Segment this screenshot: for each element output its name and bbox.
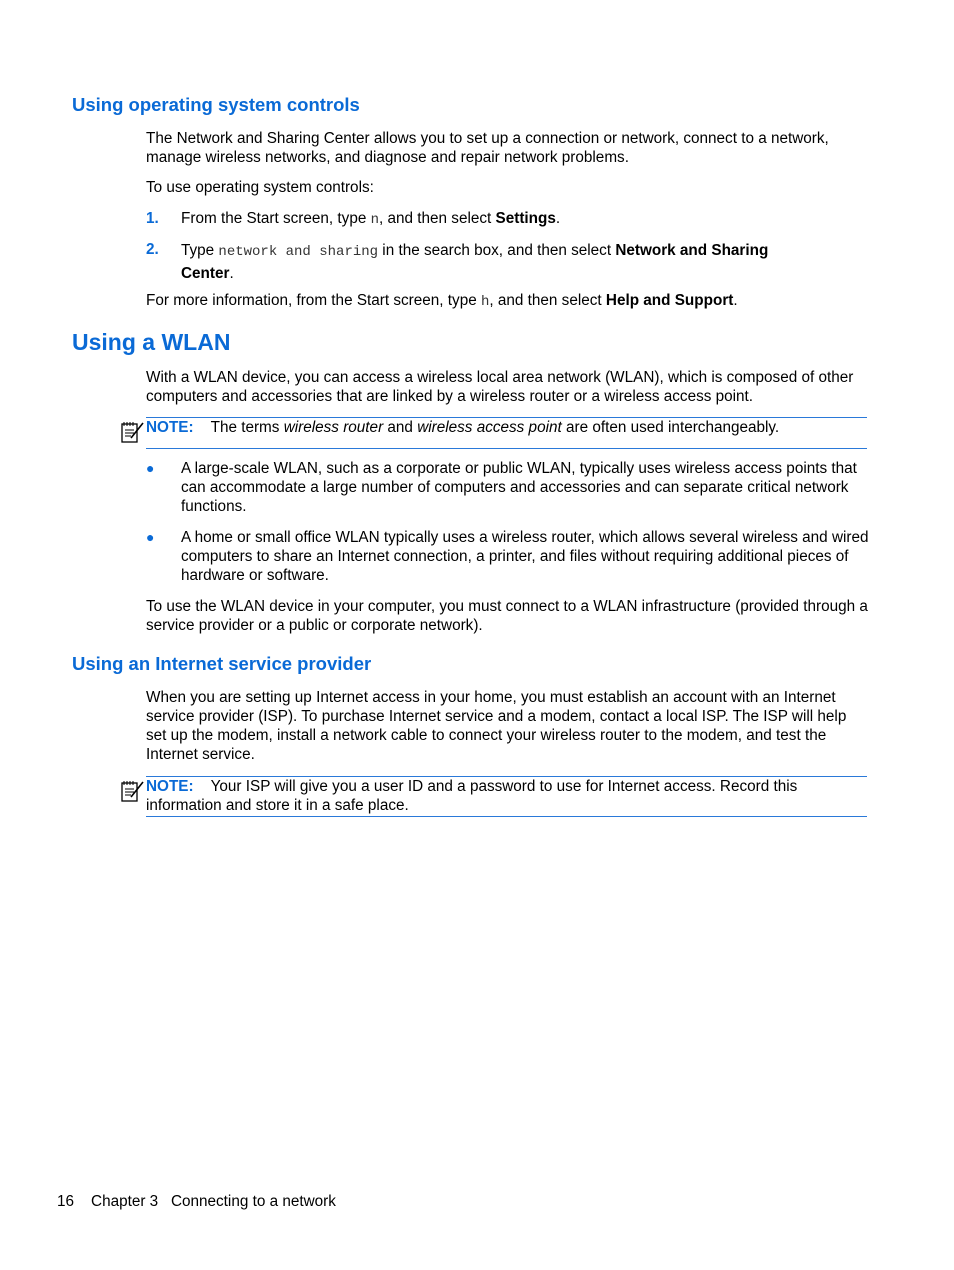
page-footer <box>57 1192 336 1211</box>
note-1: NOTE: The terms wireless router and wireless access point are often used interchangeably. <box>146 419 780 436</box>
note-2-bottom-rule <box>146 816 867 817</box>
heading-using-wlan: Using a WLAN <box>72 329 231 355</box>
note-1-bottom-rule <box>146 448 867 449</box>
os-controls-intro: The Network and Sharing Center allows you to set up a connection or network, connect to a network, manage wireless networks, and diagnose and repair network problems. <box>146 130 829 166</box>
step-2-number: 2. <box>146 241 159 258</box>
step-1-text: From the Start screen, type n, and then select Settings. <box>181 210 561 228</box>
bullet-item-2: A home or small office WLAN typically uses a wireless router, which allows several wireless and wired computers to share an Internet connection, a printer, and files without requiring additional pieces of hardware or software. <box>181 529 869 584</box>
isp-intro: When you are setting up Internet access in your home, you must establish an account with an Internet service provider (ISP). To purchase Internet service and a modem, contact a local ISP. The ISP will help set up the modem, install a network cable to connect your wireless router to the modem, and test the Internet service. <box>146 689 847 763</box>
footer-chapter-title: Connecting to a network <box>170 1193 336 1210</box>
wlan-closing: To use the WLAN device in your computer, you must connect to a WLAN infrastructure (provided through a service provider or a public or corporate network). <box>146 598 868 634</box>
note-pad-icon <box>119 778 145 804</box>
heading-os-controls: Using operating system controls <box>72 94 360 115</box>
page-number: 16 <box>57 1193 75 1210</box>
bullet-item-1: A large-scale WLAN, such as a corporate or public WLAN, typically uses wireless access points that can accommodate a large number of computers and accessories and can separate critical network functions. <box>181 460 857 515</box>
footer-chapter: Chapter 3 <box>91 1193 159 1210</box>
wlan-intro: With a WLAN device, you can access a wireless local area network (WLAN), which is composed of other computers and accessories that are linked by a wireless router or a wireless access point. <box>146 369 854 405</box>
step-1-number: 1. <box>146 210 159 227</box>
bullet-marker: ● <box>146 460 155 476</box>
note-2: NOTE: Your ISP will give you a user ID and a password to use for Internet access. Record this information and store it in a safe place. <box>146 778 798 814</box>
os-controls-lead: To use operating system controls: <box>146 179 374 196</box>
more-info: For more information, from the Start screen, type h, and then select Help and Support. <box>146 292 738 310</box>
note-pad-icon <box>119 419 145 445</box>
heading-isp: Using an Internet service provider <box>72 653 372 674</box>
bullet-marker: ● <box>146 529 155 545</box>
step-2-text: Type network and sharing in the search box, and then select Network and Sharing Center. <box>181 242 769 282</box>
